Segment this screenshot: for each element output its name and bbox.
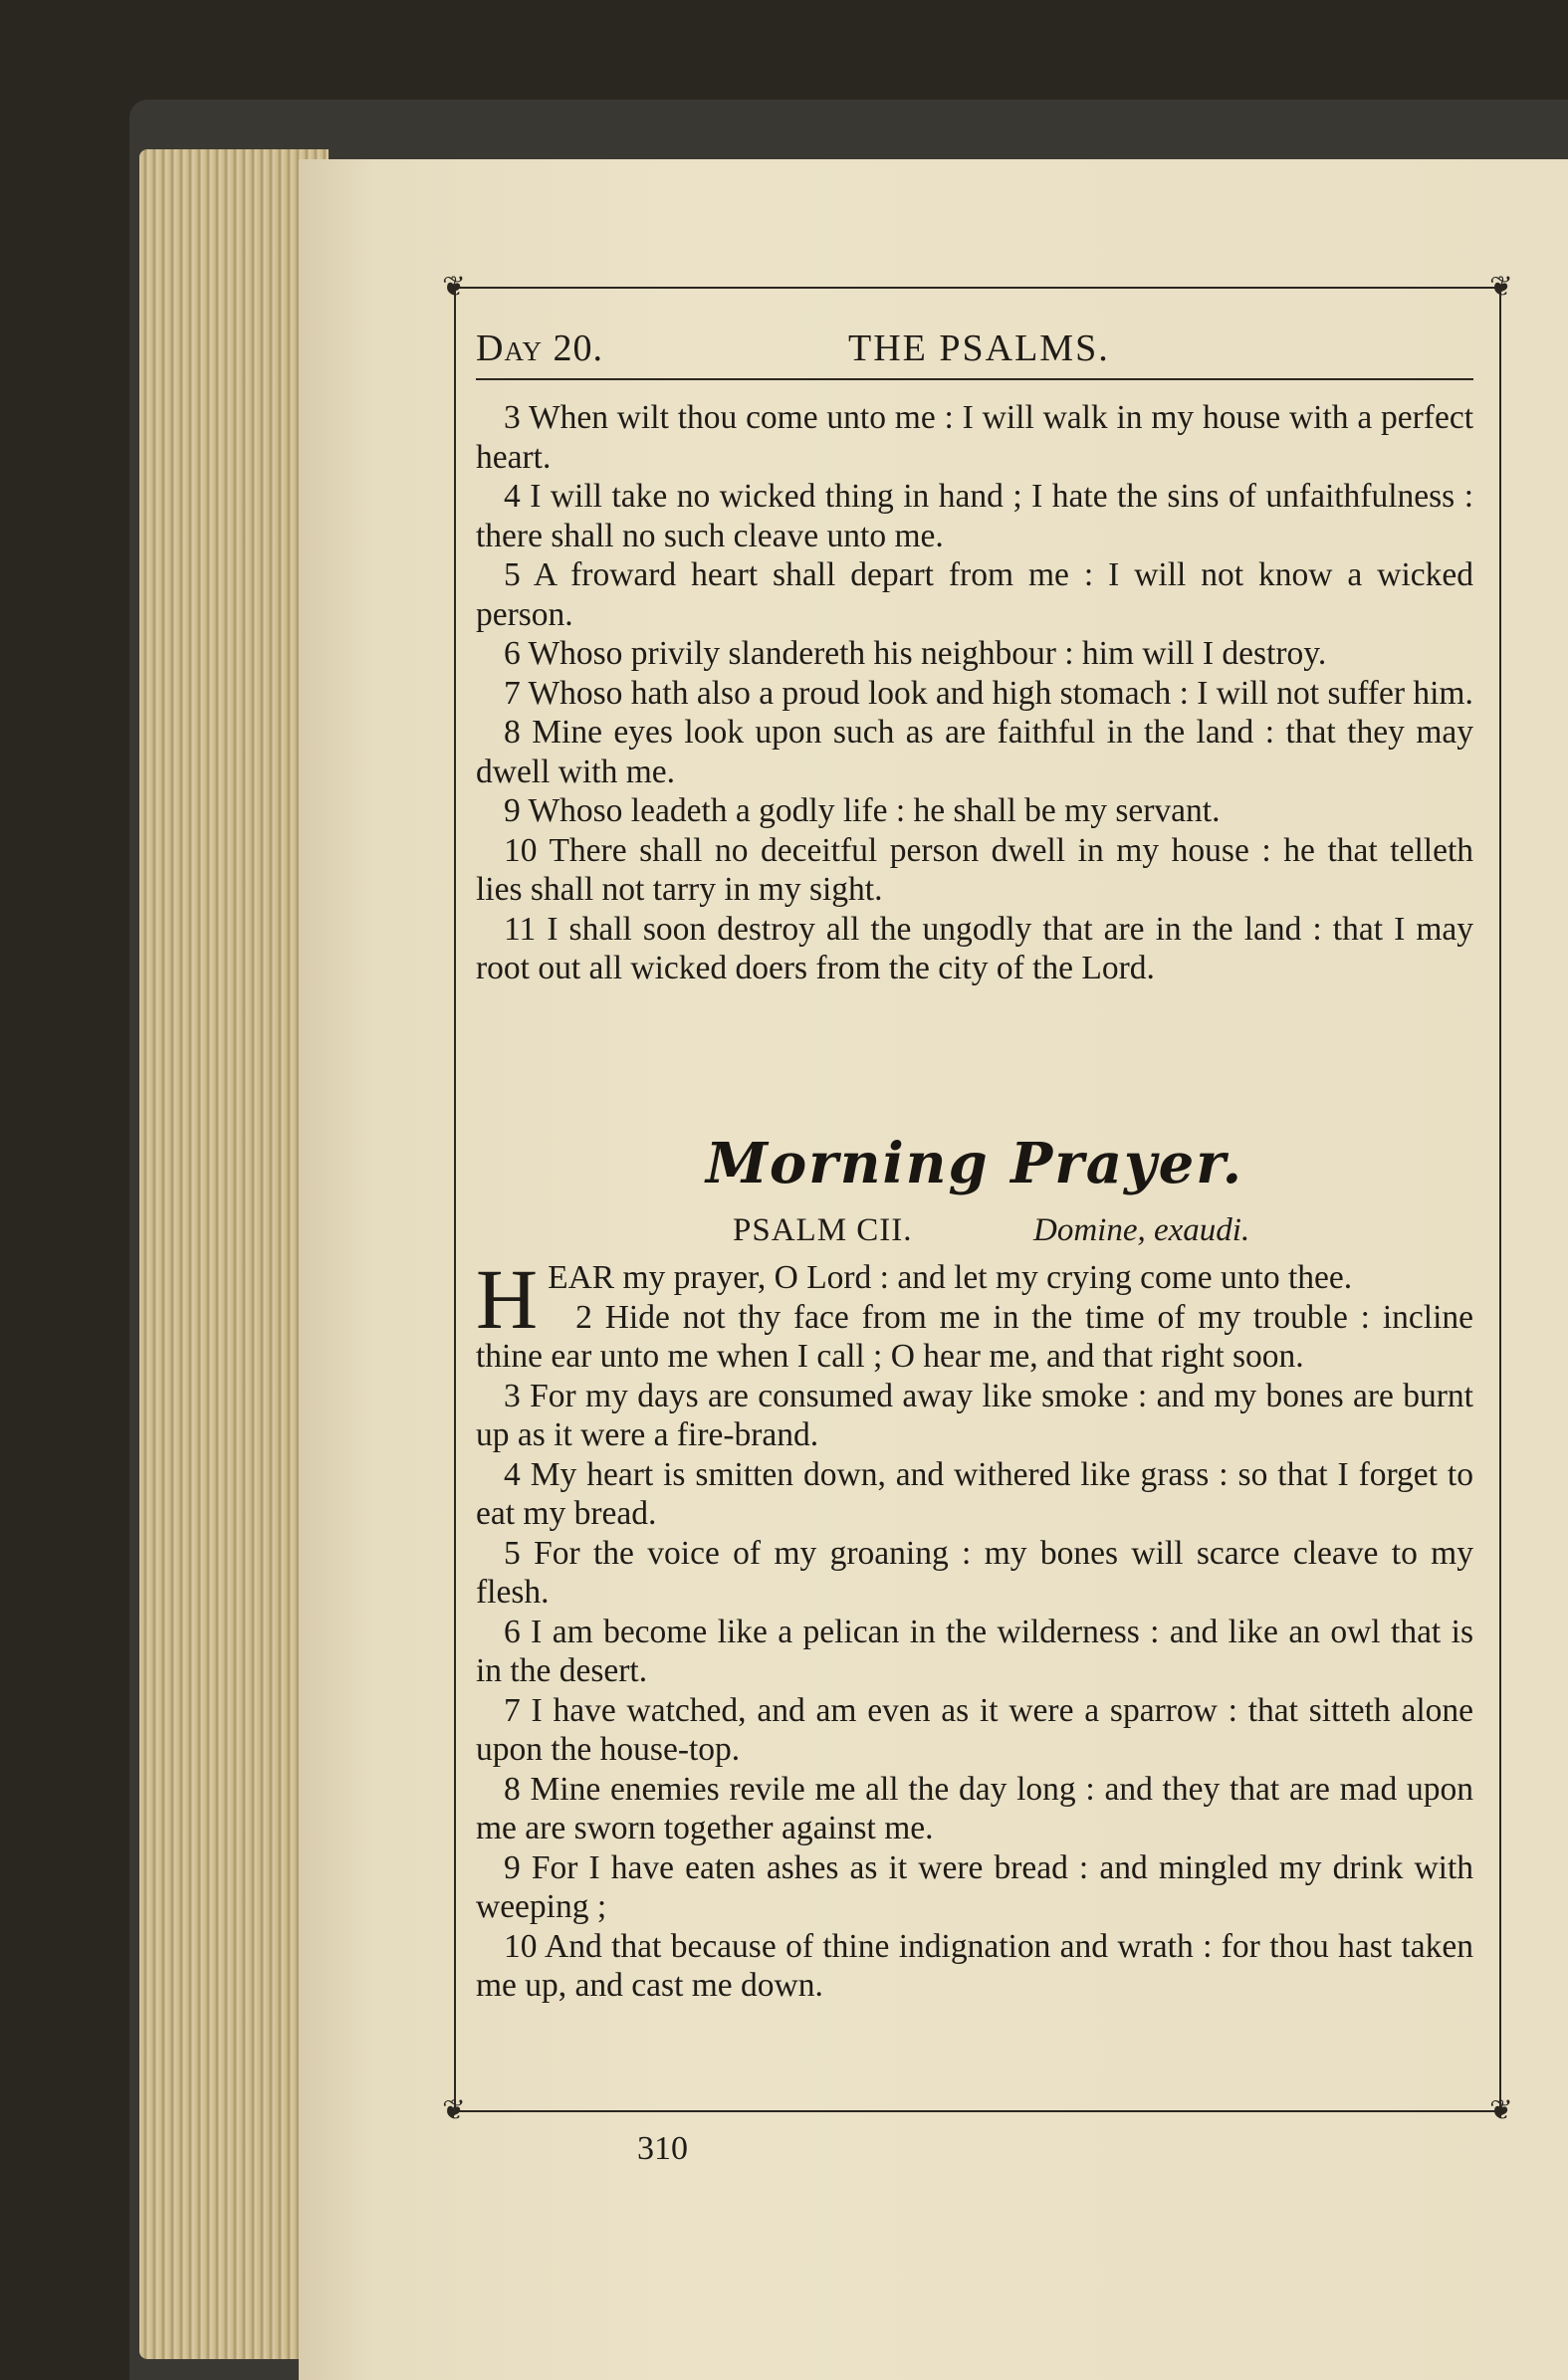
- page-title: THE PSALMS.: [848, 327, 1110, 369]
- psalm-heading: [476, 1212, 1473, 1256]
- corner-ornament-icon: ❦: [1489, 2093, 1513, 2126]
- verse: 7 I have watched, and am even as it were a sparrow : that sitteth alone upon the house-top.: [476, 1691, 1473, 1768]
- psalm-102-verses: [476, 1251, 1473, 2006]
- verse: 5 A froward heart shall depart from me : I will not know a wicked person.: [476, 556, 1473, 633]
- verse: 6 Whoso privily slandereth his neighbour : him will I destroy.: [504, 635, 1327, 672]
- verse: 8 Mine eyes look upon such as are faithful in the land : that they may dwell with me.: [476, 714, 1473, 790]
- verse: 9 Whoso leadeth a godly life : he shall be my servant.: [504, 792, 1221, 829]
- verse: 4 My heart is smitten down, and withered like grass : so that I forget to eat my bread.: [476, 1455, 1473, 1532]
- verse: 9 For I have eaten ashes as it were bread : and mingled my drink with weeping ;: [476, 1848, 1473, 1925]
- header-rule: [476, 378, 1473, 380]
- frame-bottom-rule: [454, 2110, 1501, 2112]
- verse: 11 I shall soon destroy all the ungodly that are in the land : that I may root out all wicked doers from the city of the Lord.: [476, 910, 1473, 986]
- verse: 3 When wilt thou come unto me : I will walk in my house with a perfect heart.: [476, 399, 1473, 476]
- verse: 10 And that because of thine indignation and wrath : for thou hast taken me up, and cast me down.: [476, 1927, 1473, 2004]
- page-number: 310: [637, 2130, 688, 2167]
- verse: 3 For my days are consumed away like smoke : and my bones are burnt up as it were a fire-brand.: [476, 1377, 1473, 1453]
- verse: 8 Mine enemies revile me all the day long : and they that are mad upon me are sworn together against me.: [476, 1770, 1473, 1846]
- corner-ornament-icon: ❦: [442, 2093, 466, 2126]
- verse: 6 I am become like a pelican in the wilderness : and like an owl that is in the desert.: [476, 1613, 1473, 1689]
- verse: 4 I will take no wicked thing in hand ; I hate the sins of unfaithfulness : there shall no such cleave unto me.: [476, 478, 1473, 554]
- day-label: Day 20.: [476, 327, 603, 369]
- verse: 7 Whoso hath also a proud look and high stomach : I will not suffer him.: [504, 674, 1473, 712]
- verse: 5 For the voice of my groaning : my bones will scarce cleave to my flesh.: [476, 1534, 1473, 1611]
- corner-ornament-icon: ❦: [442, 270, 466, 303]
- psalm-101-verses: [476, 398, 1473, 988]
- section-title: Morning Prayer.: [705, 1131, 1244, 1196]
- running-header: [476, 326, 1471, 376]
- verse: 2 Hide not thy face from me in the time of my trouble : incline thine ear unto me when I call ; O hear me, and that right soon.: [476, 1298, 1473, 1375]
- verse: 10 There shall no deceitful person dwell in my house : he that telleth lies shall not tarry in my sight.: [476, 831, 1473, 908]
- psalm-number: PSALM CII.: [733, 1212, 913, 1248]
- first-verse-text: EAR my prayer, O Lord : and let my crying come unto thee.: [548, 1259, 1353, 1296]
- drop-cap: H: [476, 1251, 539, 1347]
- psalm-latin-title: Domine, exaudi.: [1033, 1212, 1250, 1248]
- corner-ornament-icon: ❦: [1489, 270, 1513, 303]
